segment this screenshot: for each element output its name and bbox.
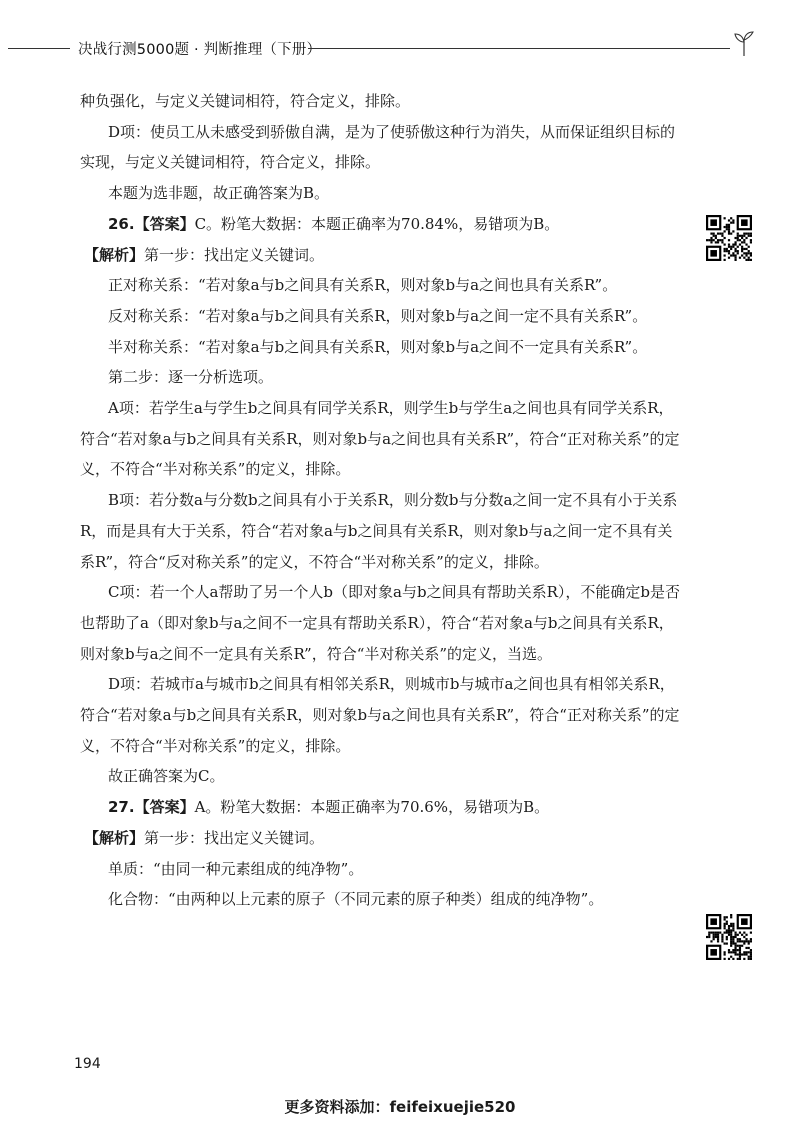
- paragraph-text: 故正确答案为C。: [108, 767, 225, 786]
- paragraph: [80, 301, 680, 332]
- paragraph-text: 本题为选非题，故正确答案为B。: [108, 184, 330, 203]
- answer-label: 【解析】: [84, 828, 145, 847]
- paragraph-text: D项：使员工从未感受到骄傲自满，是为了使骄傲这种行为消失，从而保证组织目标的实现，与定义关键词相符，符合定义，排除。: [80, 122, 676, 172]
- qr-code-q27[interactable]: [706, 914, 752, 960]
- header-rule-left: [8, 48, 70, 49]
- paragraph: [80, 178, 680, 209]
- paragraph: [80, 393, 680, 485]
- paragraph: [80, 823, 680, 854]
- answer-label: 27.【答案】: [108, 798, 195, 817]
- paragraph-text: A项：若学生a与学生b之间具有同学关系R，则学生b与学生a之间也具有同学关系R，符合“若对象a与b之间具有关系R，则对象b与a之间也具有关系R”，符合“正对称关系”的定义，不符合“半对称关系”的定义，排除。: [80, 399, 680, 479]
- header-rule-right: [308, 48, 730, 49]
- book-title: 决战行测5000题 · 判断推理（下册）: [78, 42, 322, 58]
- paragraph: [80, 884, 680, 915]
- qr-code-q26[interactable]: [706, 215, 752, 261]
- footer-ad-text: 更多资料添加：feifeixuejie520: [284, 1098, 516, 1116]
- paragraph-text: 第一步：找出定义关键词。: [144, 245, 325, 264]
- paragraph: [80, 117, 680, 178]
- paragraph: [80, 270, 680, 301]
- paragraph-text: 化合物：“由两种以上元素的原子（不同元素的原子种类）组成的纯净物”。: [108, 890, 604, 909]
- answer-label: 26.【答案】: [108, 214, 195, 233]
- answer-label: 【解析】: [84, 245, 145, 264]
- paragraph-text: 第二步：逐一分析选项。: [108, 368, 274, 387]
- paragraph: [80, 332, 680, 363]
- paragraph-text: 反对称关系：“若对象a与b之间具有关系R，则对象b与a之间一定不具有关系R”。: [108, 306, 648, 325]
- paragraph: [80, 854, 680, 885]
- paragraph: [80, 792, 680, 823]
- paragraph-text: D项：若城市a与城市b之间具有相邻关系R，则城市b与城市a之间也具有相邻关系R，符合“若对象a与b之间具有关系R，则对象b与a之间也具有关系R”，符合“正对称关系”的定义，不符合“半对称关系”的定义，排除。: [80, 675, 680, 755]
- page-number: 194: [74, 1056, 101, 1072]
- paragraph-text: 种负强化，与定义关键词相符，符合定义，排除。: [80, 92, 411, 110]
- paragraph: [80, 209, 680, 240]
- paragraph-text: A。粉笔大数据：本题正确率为70.6%，易错项为B。: [194, 798, 550, 817]
- paragraph: [80, 669, 680, 761]
- paragraph: [80, 761, 680, 792]
- sprout-icon: [732, 30, 756, 58]
- running-header: [0, 30, 800, 70]
- paragraph-text: B项：若分数a与分数b之间具有小于关系R，则分数b与分数a之间一定不具有小于关系R，而是具有大于关系，符合“若对象a与b之间具有关系R，则对象b与a之间一定不具有关系R”，符合“反对称关系”的定义，不符合“半对称关系”的定义，排除。: [80, 491, 678, 571]
- paragraph-text: 单质：“由同一种元素组成的纯净物”。: [108, 859, 364, 878]
- paragraph-text: 第一步：找出定义关键词。: [144, 828, 325, 847]
- paragraph-text: C项：若一个人a帮助了另一个人b（即对象a与b之间具有帮助关系R），不能确定b是否也帮助了a（即对象b与a之间不一定具有帮助关系R），符合“若对象a与b之间具有关系R，则对象b与a之间不一定具有关系R”，符合“半对称关系”的定义，当选。: [80, 583, 680, 663]
- paragraph: [80, 485, 680, 577]
- paragraph-text: 正对称关系：“若对象a与b之间具有关系R，则对象b与a之间也具有关系R”。: [108, 276, 618, 295]
- paragraph-text: 半对称关系：“若对象a与b之间具有关系R，则对象b与a之间不一定具有关系R”。: [108, 337, 648, 356]
- paragraph: [80, 86, 680, 117]
- paragraph: [80, 362, 680, 393]
- paragraph: [80, 240, 680, 271]
- paragraph-text: C。粉笔大数据：本题正确率为70.84%，易错项为B。: [194, 214, 560, 233]
- paragraph: [80, 577, 680, 669]
- answer-explanation-body: [80, 86, 680, 915]
